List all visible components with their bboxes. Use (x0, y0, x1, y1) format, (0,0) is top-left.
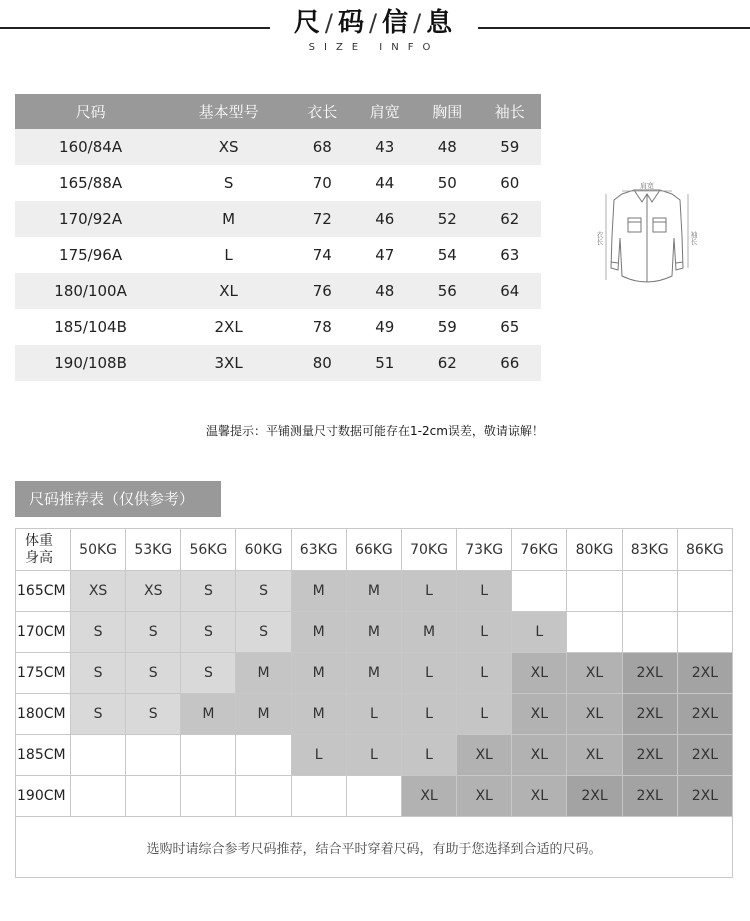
size-cell: 2XL (677, 776, 732, 817)
size-cell (126, 735, 181, 776)
size-cell (677, 612, 732, 653)
height-label: 185CM (16, 735, 71, 776)
size-cell (291, 776, 346, 817)
recommend-footer: 选购时请综合参考尺码推荐，结合平时穿着尺码，有助于您选择到合适的尺码。 (16, 817, 733, 878)
table-cell: 76 (291, 273, 353, 309)
title-separator: / (413, 9, 424, 37)
size-cell: S (236, 612, 291, 653)
weight-header: 53KG (126, 529, 181, 571)
size-cell: M (181, 694, 236, 735)
table-cell: 160/84A (15, 129, 166, 165)
shirt-measurement-diagram (592, 176, 702, 296)
size-cell: 2XL (677, 735, 732, 776)
table-cell: 62 (478, 201, 541, 237)
table-cell: 78 (291, 309, 353, 345)
size-cell: S (71, 653, 126, 694)
size-cell: L (457, 694, 512, 735)
table-cell: 65 (478, 309, 541, 345)
size-cell: L (457, 571, 512, 612)
size-cell: S (181, 612, 236, 653)
size-cell: 2XL (622, 653, 677, 694)
size-cell (236, 776, 291, 817)
column-header-base-model: 基本型号 (166, 94, 291, 129)
table-cell: 72 (291, 201, 353, 237)
size-recommend-table (15, 528, 733, 878)
diagram-shoulder-label: 肩宽 (640, 182, 654, 190)
weight-header: 70KG (401, 529, 456, 571)
recommend-row (16, 571, 733, 612)
size-cell: XL (512, 735, 567, 776)
size-cell (567, 612, 622, 653)
table-cell: L (166, 237, 291, 273)
table-cell: 66 (478, 345, 541, 381)
size-cell: 2XL (622, 735, 677, 776)
size-cell: M (346, 653, 401, 694)
size-cell: L (346, 735, 401, 776)
table-row (15, 309, 541, 345)
table-cell: 165/88A (15, 165, 166, 201)
weight-header: 60KG (236, 529, 291, 571)
table-cell: 60 (478, 165, 541, 201)
weight-header: 66KG (346, 529, 401, 571)
size-cell: M (291, 571, 346, 612)
recommend-row (16, 776, 733, 817)
size-cell (622, 612, 677, 653)
size-cell: XL (457, 735, 512, 776)
diagram-sleeve-label: 袖长 (690, 231, 698, 245)
size-cell: S (126, 653, 181, 694)
table-row (15, 345, 541, 381)
size-cell: 2XL (677, 694, 732, 735)
size-cell: L (401, 571, 456, 612)
page-title (270, 2, 478, 39)
size-cell: XL (567, 653, 622, 694)
table-cell: 59 (416, 309, 478, 345)
table-cell: 63 (478, 237, 541, 273)
table-cell: XL (166, 273, 291, 309)
table-cell: 51 (354, 345, 416, 381)
table-cell: 190/108B (15, 345, 166, 381)
size-cell: L (346, 694, 401, 735)
size-cell (71, 735, 126, 776)
title-char: 信 (382, 8, 411, 38)
size-cell: S (126, 612, 181, 653)
table-cell: 43 (354, 129, 416, 165)
size-cell (677, 571, 732, 612)
weight-header: 83KG (622, 529, 677, 571)
table-row (15, 237, 541, 273)
size-cell: M (291, 612, 346, 653)
size-cell: XL (567, 735, 622, 776)
table-row (15, 129, 541, 165)
size-cell (346, 776, 401, 817)
table-cell: 3XL (166, 345, 291, 381)
table-cell: 68 (291, 129, 353, 165)
title-char: 尺 (293, 8, 322, 38)
size-cell (236, 735, 291, 776)
size-cell: L (512, 612, 567, 653)
table-cell: 70 (291, 165, 353, 201)
table-cell: 62 (416, 345, 478, 381)
size-cell: 2XL (622, 776, 677, 817)
diagram-length-label: 衣长 (596, 231, 604, 245)
weight-header: 80KG (567, 529, 622, 571)
size-cell: 2XL (567, 776, 622, 817)
table-cell: M (166, 201, 291, 237)
size-cell: L (457, 612, 512, 653)
table-cell: 64 (478, 273, 541, 309)
height-label: 170CM (16, 612, 71, 653)
header-rule-left (0, 27, 270, 29)
weight-header: 63KG (291, 529, 346, 571)
height-label: 165CM (16, 571, 71, 612)
column-header-size: 尺码 (15, 94, 166, 129)
size-cell: XL (567, 694, 622, 735)
height-label: 190CM (16, 776, 71, 817)
height-label: 175CM (16, 653, 71, 694)
size-cell: XL (512, 653, 567, 694)
table-cell: 74 (291, 237, 353, 273)
size-cell: XS (71, 571, 126, 612)
size-info-table (15, 94, 541, 381)
table-cell: 46 (354, 201, 416, 237)
size-cell: XL (512, 776, 567, 817)
table-cell: 50 (416, 165, 478, 201)
page-subtitle: SIZE INFO (308, 42, 440, 53)
title-char: 码 (337, 8, 366, 38)
size-cell: XS (126, 571, 181, 612)
size-table-header (15, 94, 541, 129)
size-cell (181, 776, 236, 817)
table-cell: 185/104B (15, 309, 166, 345)
size-cell: M (401, 612, 456, 653)
table-cell: 80 (291, 345, 353, 381)
table-cell: 48 (416, 129, 478, 165)
size-cell: S (181, 571, 236, 612)
table-cell: 2XL (166, 309, 291, 345)
table-row (15, 273, 541, 309)
size-cell (622, 571, 677, 612)
column-header-chest: 胸围 (416, 94, 478, 129)
title-separator: / (324, 9, 335, 37)
title-separator: / (368, 9, 380, 37)
size-cell: XL (512, 694, 567, 735)
size-cell: XL (401, 776, 456, 817)
size-cell: 2XL (622, 694, 677, 735)
table-cell: 52 (416, 201, 478, 237)
table-cell: S (166, 165, 291, 201)
column-header-length: 衣长 (291, 94, 353, 129)
size-cell (71, 776, 126, 817)
title-char: 息 (426, 8, 455, 38)
size-cell: M (236, 653, 291, 694)
size-cell (181, 735, 236, 776)
recommend-row (16, 612, 733, 653)
size-cell: S (236, 571, 291, 612)
table-cell: 54 (416, 237, 478, 273)
corner-weight-label: 体重 (25, 532, 53, 549)
size-cell: S (181, 653, 236, 694)
weight-header: 50KG (71, 529, 126, 571)
weight-header: 76KG (512, 529, 567, 571)
size-cell (126, 776, 181, 817)
weight-header-row (16, 529, 733, 571)
size-cell: M (236, 694, 291, 735)
size-cell: L (457, 653, 512, 694)
table-cell: 180/100A (15, 273, 166, 309)
weight-header: 73KG (457, 529, 512, 571)
corner-height-label: 身高 (25, 549, 53, 566)
recommend-banner: 尺码推荐表（仅供参考） (15, 481, 221, 517)
table-cell: 170/92A (15, 201, 166, 237)
table-cell: 49 (354, 309, 416, 345)
size-cell: L (291, 735, 346, 776)
height-label: 180CM (16, 694, 71, 735)
size-cell (512, 571, 567, 612)
table-row (15, 201, 541, 237)
column-header-sleeve: 袖长 (478, 94, 541, 129)
size-cell: S (126, 694, 181, 735)
size-cell (567, 571, 622, 612)
header-rule-right (478, 27, 750, 29)
table-cell: 47 (354, 237, 416, 273)
recommend-footer-row (16, 817, 733, 878)
table-cell: 44 (354, 165, 416, 201)
measurement-note: 温馨提示：平铺测量尺寸数据可能存在1-2cm误差，敬请谅解！ (206, 424, 544, 438)
table-cell: XS (166, 129, 291, 165)
weight-header: 86KG (677, 529, 732, 571)
size-cell: M (291, 653, 346, 694)
size-cell: M (346, 571, 401, 612)
size-cell: M (291, 694, 346, 735)
recommend-body (16, 571, 733, 817)
table-cell: 175/96A (15, 237, 166, 273)
table-cell: 56 (416, 273, 478, 309)
weight-header: 56KG (181, 529, 236, 571)
size-cell: L (401, 694, 456, 735)
column-header-shoulder: 肩宽 (354, 94, 416, 129)
size-cell: 2XL (677, 653, 732, 694)
recommend-row (16, 653, 733, 694)
size-cell: XL (457, 776, 512, 817)
table-cell: 59 (478, 129, 541, 165)
size-cell: L (401, 735, 456, 776)
size-cell: S (71, 612, 126, 653)
size-cell: M (346, 612, 401, 653)
size-cell: S (71, 694, 126, 735)
recommend-row (16, 694, 733, 735)
recommend-row (16, 735, 733, 776)
corner-cell (16, 529, 71, 571)
table-row (15, 165, 541, 201)
table-cell: 48 (354, 273, 416, 309)
size-cell: L (401, 653, 456, 694)
